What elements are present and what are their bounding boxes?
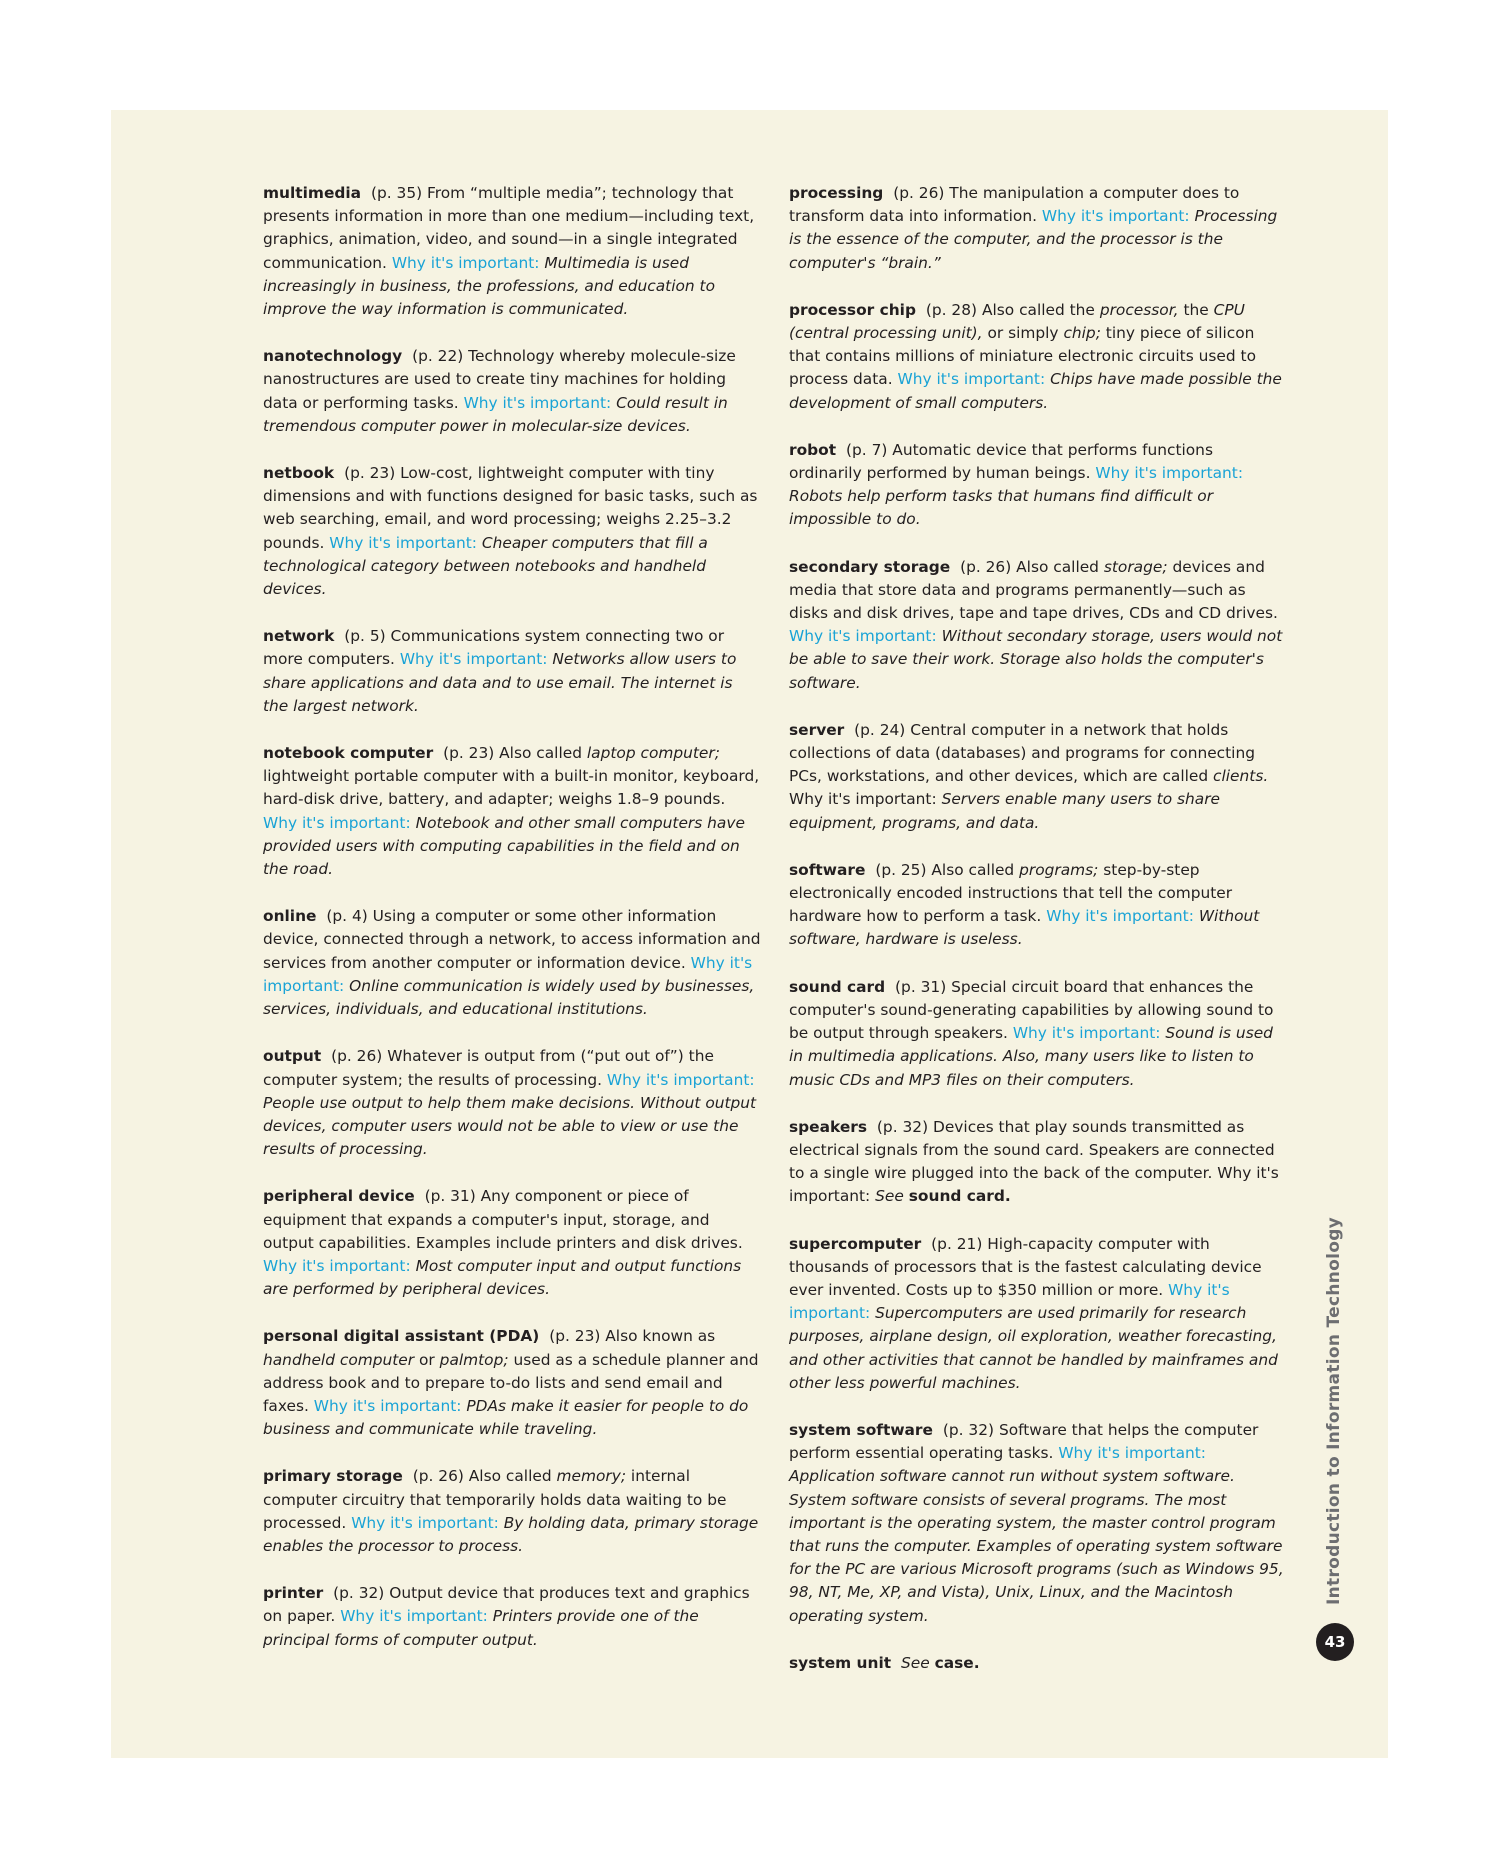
glossary-entry-output	[263, 1045, 761, 1161]
page-reference: (p. 31)	[424, 1187, 476, 1206]
glossary-entry-system-software	[789, 1419, 1287, 1628]
glossary-term: multimedia	[263, 184, 362, 202]
definition: step-by-step electronically encoded instructions that tell the computer hardware how to perform a task.	[789, 860, 1233, 926]
page-reference: (p. 25)	[875, 860, 927, 879]
definition: Devices that play sounds transmitted as electrical signals from the sound card. Speakers are connected to a single wire plugged into the back of the computer. Why it's important:	[789, 1117, 1279, 1206]
definition-synonym: memory;	[556, 1467, 627, 1486]
glossary-entry-network	[263, 625, 761, 718]
definition-synonym: clients.	[1213, 767, 1269, 786]
importance-text: Sound is used in multimedia applications. Also, many users like to listen to music CDs and MP3 files on their computers.	[789, 1024, 1273, 1089]
cross-reference: case.	[934, 1653, 980, 1672]
glossary-term: processor chip	[789, 300, 916, 319]
why-important-label: Why it's important:	[263, 813, 411, 832]
importance-text: Chips have made possible the development of small computers.	[789, 370, 1282, 412]
page-reference: (p. 24)	[854, 720, 906, 739]
glossary-entry-multimedia	[263, 182, 761, 321]
page-reference: (p. 26)	[331, 1047, 383, 1066]
definition: From “multiple media”; technology that presents information in more than one medium—including text, graphics, animation, video, and sound—in a single integrated communication.	[263, 184, 755, 272]
glossary-term: secondary storage	[789, 557, 951, 576]
glossary-term: network	[263, 627, 335, 646]
why-important-label: Why it's important:	[1058, 1444, 1206, 1463]
definition: internal computer circuitry that temporarily holds data waiting to be processed.	[263, 1467, 727, 1532]
page-reference: (p. 35)	[370, 184, 423, 202]
why-important-label: Why it's important:	[263, 1256, 411, 1275]
definition-synonym: storage;	[1103, 557, 1168, 576]
why-important-label: Why it's important:	[463, 393, 612, 412]
page-reference: (p. 23)	[344, 464, 396, 483]
glossary-entry-server	[789, 719, 1287, 835]
glossary-entry-pda	[263, 1325, 761, 1441]
definition-synonym: processor,	[1099, 300, 1179, 319]
page-reference: (p. 26)	[893, 184, 945, 202]
glossary-entry-printer	[263, 1582, 761, 1652]
glossary-entry-robot	[789, 439, 1287, 532]
definition: used as a schedule planner and address book and to prepare to-do lists and send email and faxes.	[263, 1350, 759, 1415]
definition: Also called	[1016, 557, 1099, 576]
why-important-label: Why it's important:	[1012, 1024, 1161, 1043]
definition: Also called	[468, 1467, 552, 1486]
page-reference: (p. 26)	[960, 557, 1012, 576]
definition-synonym: programs;	[1019, 860, 1099, 879]
glossary-term: system software	[789, 1420, 933, 1439]
glossary-entry-primary-storage	[263, 1465, 761, 1558]
definition: Output device that produces text and graphics on paper.	[263, 1584, 750, 1626]
why-important-label: Why it's important:	[399, 650, 548, 669]
page-reference: (p. 4)	[326, 907, 368, 926]
why-important-label: Why it's important:	[1095, 464, 1244, 483]
why-important-label: Why it's important:	[351, 1513, 499, 1532]
glossary-entry-speakers	[789, 1116, 1287, 1209]
glossary-entry-processing	[789, 182, 1287, 275]
glossary-term: server	[789, 720, 845, 739]
importance-text: Networks allow users to share applications and data and to use email. The internet is the largest network.	[263, 650, 737, 715]
definition: Also called the	[981, 300, 1095, 319]
importance-text: Servers enable many users to share equipment, programs, and data.	[789, 790, 1221, 832]
definition: The manipulation a computer does to transform data into information.	[789, 184, 1240, 226]
glossary-term: processing	[789, 184, 884, 202]
importance-text: Robots help perform tasks that humans find difficult or impossible to do.	[789, 487, 1214, 529]
importance-text: By holding data, primary storage enables the processor to process.	[263, 1513, 759, 1555]
page-reference: (p. 22)	[412, 347, 464, 366]
definition: Technology whereby molecule-size nanostructures are used to create tiny machines for holding data or performing tasks.	[263, 347, 736, 412]
why-important-label: Why it's important:	[897, 370, 1046, 389]
definition: Low-cost, lightweight computer with tiny dimensions and with functions designed for basic tasks, such as web searching, email, and word processing; weighs 2.25–3.2 pounds.	[263, 464, 758, 552]
why-important-label: Why it's important:	[606, 1070, 755, 1089]
importance-text: Without software, hardware is useless.	[789, 907, 1260, 949]
importance-text: Multimedia is used increasingly in business, the professions, and education to improve the way information is communicated.	[263, 253, 715, 319]
page-reference: (p. 32)	[942, 1420, 995, 1439]
why-important-label: Why it's important:	[329, 533, 477, 552]
glossary-entry-secondary-storage	[789, 556, 1287, 695]
importance-text: Cheaper computers that fill a technological category between notebooks and handheld devices.	[263, 533, 708, 599]
why-important-label: Why it's important:	[789, 627, 937, 646]
glossary-term: online	[263, 907, 317, 926]
definition: Whatever is output from (“put out of”) the computer system; the results of processing.	[263, 1047, 714, 1089]
definition: Also called	[931, 860, 1015, 879]
definition: lightweight portable computer with a built-in monitor, keyboard, hard-disk drive, battery, and adapter; weighs 1.8–9 pounds.	[263, 767, 760, 809]
importance-text: Without secondary storage, users would not be able to save their work. Storage also holds the computer's software.	[789, 627, 1283, 692]
page-number-badge: 43	[1316, 1623, 1354, 1661]
glossary-term: supercomputer	[789, 1234, 922, 1253]
glossary-term: printer	[263, 1584, 324, 1603]
glossary-term: notebook computer	[263, 744, 434, 763]
definition: Communications system connecting two or more computers.	[263, 627, 725, 669]
glossary-term: netbook	[263, 464, 335, 483]
why-important-label: Why it's important:	[263, 953, 753, 995]
importance-text: Supercomputers are used primarily for research purposes, airplane design, oil exploration, weather forecasting, and other activities that cannot be handled by mainframes and other less powerful machines.	[789, 1304, 1278, 1392]
definition-synonym: palmtop;	[439, 1350, 509, 1369]
definition: tiny piece of silicon that contains millions of miniature electronic circuits used to process data.	[789, 324, 1256, 389]
importance-text: Processing is the essence of the computer, and the processor is the computer's “brain.”	[789, 207, 1278, 272]
why-important-plain-label: Why it's important:	[789, 790, 937, 809]
importance-text: Online communication is widely used by businesses, services, individuals, and educational institutions.	[263, 976, 755, 1019]
glossary-column-right	[789, 182, 1287, 1699]
glossary-term: sound card	[789, 977, 886, 996]
page-reference: (p. 26)	[412, 1467, 464, 1486]
glossary-term: software	[789, 860, 866, 879]
definition: the	[1183, 300, 1209, 319]
importance-text: Most computer input and output functions are performed by peripheral devices.	[263, 1256, 742, 1299]
glossary-term: personal digital assistant (PDA)	[263, 1327, 540, 1346]
glossary-entry-system-unit	[789, 1652, 1287, 1675]
importance-text: Could result in tremendous computer power in molecular-size devices.	[263, 393, 728, 435]
definition: Automatic device that performs functions ordinarily performed by human beings.	[789, 440, 1213, 483]
definition: Any component or piece of equipment that expands a computer's input, storage, and output capabilities. Examples include printers and disk drives.	[263, 1187, 743, 1252]
glossary-entry-peripheral-device	[263, 1185, 761, 1301]
why-important-label: Why it's important:	[1041, 207, 1190, 226]
page-reference: (p. 7)	[846, 440, 888, 459]
glossary-entry-processor-chip	[789, 299, 1287, 415]
definition: devices and media that store data and programs permanently—such as disks and disk drives, tape and tape drives, CDs and CD drives.	[789, 557, 1278, 623]
importance-text: PDAs make it easier for people to do business and communicate while traveling.	[263, 1396, 749, 1439]
page-reference: (p. 5)	[344, 627, 386, 646]
glossary-term: primary storage	[263, 1467, 403, 1486]
glossary-column-left	[263, 182, 761, 1676]
glossary-entry-supercomputer	[789, 1233, 1287, 1395]
glossary-term: output	[263, 1047, 322, 1066]
definition-synonym: laptop computer;	[586, 744, 720, 763]
definition: Also called	[499, 744, 582, 763]
definition: Special circuit board that enhances the computer's sound-generating capabilities by allowing sound to be output through speakers.	[789, 977, 1274, 1043]
why-important-label: Why it's important:	[789, 1280, 1230, 1323]
importance-text: Notebook and other small computers have provided users with computing capabilities in the field and on the road.	[263, 813, 745, 879]
definition: or	[419, 1350, 435, 1369]
definition: Also known as	[605, 1327, 716, 1346]
glossary-entry-sound-card	[789, 976, 1287, 1092]
why-important-label: Why it's important:	[313, 1396, 462, 1415]
glossary-entry-notebook-computer	[263, 742, 761, 881]
glossary-term: robot	[789, 440, 837, 459]
definition: Software that helps the computer perform essential operating tasks.	[789, 1420, 1259, 1463]
glossary-term: peripheral device	[263, 1187, 415, 1206]
chapter-title: Introduction to Information Technology	[1324, 1216, 1344, 1605]
glossary-term: speakers	[789, 1117, 868, 1136]
definition: Central computer in a network that holds collections of data (databases) and programs for connecting PCs, workstations, and other devices, which are called	[789, 720, 1255, 786]
why-important-label: Why it's important:	[391, 253, 540, 272]
see-label: See	[901, 1653, 930, 1672]
why-important-label: Why it's important:	[1046, 907, 1194, 926]
page-reference: (p. 23)	[549, 1327, 601, 1346]
importance-text: Application software cannot run without system software. System software consists of several programs. The most important is the operating system, the master control program that runs the computer. Examples of operating system software for the PC are various Microsoft programs (such as Windows 95, 98, NT, Me, XP, and Vista), Unix, Linux, and the Macintosh operating system.	[789, 1467, 1284, 1625]
page-reference: (p. 23)	[443, 744, 495, 763]
glossary-term: nanotechnology	[263, 347, 403, 366]
page-reference: (p. 32)	[333, 1584, 385, 1603]
glossary-term: system unit	[789, 1653, 892, 1672]
glossary-entry-software	[789, 859, 1287, 952]
page-reference: (p. 21)	[931, 1234, 983, 1253]
definition: or simply	[987, 324, 1059, 343]
glossary-entry-online	[263, 905, 761, 1021]
why-important-label: Why it's important:	[340, 1607, 488, 1626]
importance-text: People use output to help them make decisions. Without output devices, computer users would not be able to view or use the results of processing.	[263, 1093, 757, 1159]
definition-synonym: handheld computer	[263, 1350, 415, 1369]
glossary-entry-nanotechnology	[263, 345, 761, 438]
page-reference: (p. 31)	[895, 977, 947, 996]
cross-reference: sound card.	[908, 1187, 1011, 1206]
glossary-entry-netbook	[263, 462, 761, 601]
definition: High-capacity computer with thousands of processors that is the fastest calculating device ever invented. Costs up to $350 million or more.	[789, 1234, 1262, 1299]
page-reference: (p. 32)	[876, 1117, 929, 1136]
definition: Using a computer or some other information device, connected through a network, to access information and services from another computer or information device.	[263, 907, 761, 972]
importance-text: Printers provide one of the principal forms of computer output.	[263, 1607, 699, 1649]
see-label: See	[875, 1187, 904, 1206]
definition-synonym: CPU (central processing unit),	[789, 300, 1245, 343]
definition-synonym: chip;	[1063, 324, 1101, 343]
page-reference: (p. 28)	[925, 300, 978, 319]
